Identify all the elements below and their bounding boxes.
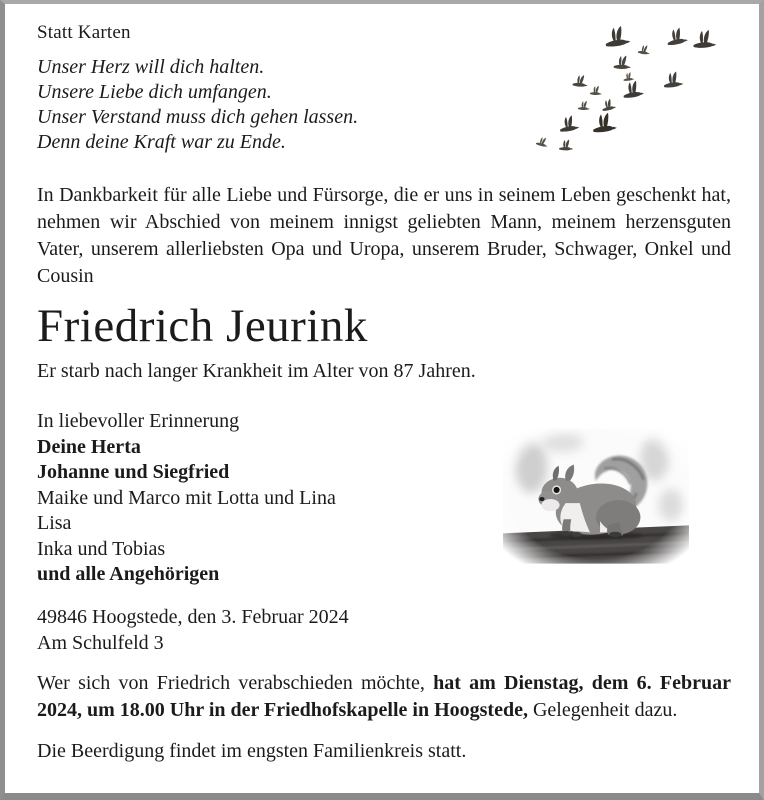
farewell-bold: hat am Dienstag, dem 6. Februar 2024, um 18.00 Uhr in der Friedhofskapelle in Hoogstede, [37,671,732,721]
header-statt-karten: Statt Karten [37,22,131,43]
closing-line: Die Beerdigung findet im engsten Familienkreis statt. [37,739,467,762]
poem-line: Denn deine Kraft war zu Ende. [37,131,286,153]
place-date-block [37,604,723,656]
intro-paragraph: In Dankbarkeit für alle Liebe und Fürsorge, die er uns in seinem Leben geschenkt hat, nehmen wir Abschied von meinem innigst geliebten Mann, meinem herzensguten Vater, unserem allerliebsten Opa und Uropa, unserem Bruder, Schwager, Onkel und Cousin [37,184,731,287]
mourner-line: Johanne und Siegfried [37,461,230,483]
farewell-post: Gelegenheit dazu. [527,698,678,721]
farewell-paragraph [37,670,731,724]
squirrel-photo [503,428,689,564]
place-date: 49846 Hoogstede, den 3. Februar 2024 [37,605,349,628]
mourner-line: Lisa [37,512,72,534]
poem-line: Unser Herz will dich halten. [37,56,265,78]
address: Am Schulfeld 3 [37,631,164,654]
mourner-line: Maike und Marco mit Lotta und Lina [37,486,336,509]
poem-line: Unsere Liebe dich umfangen. [37,81,272,103]
death-line: Er starb nach langer Krankheit im Alter von 87 Jahren. [37,360,476,382]
mourner-line: und alle Angehörigen [37,563,220,585]
memorial-heading: In liebevoller Erinnerung [37,410,240,432]
mourner-line: Deine Herta [37,435,141,458]
flock-of-birds-image [531,24,721,156]
farewell-pre: Wer sich von Friedrich verabschieden möchte, [37,671,434,694]
poem-line: Unser Verstand muss dich gehen lassen. [37,106,359,128]
mourner-line: Inka und Tobias [37,537,166,560]
deceased-name: Friedrich Jeurink [37,300,368,352]
